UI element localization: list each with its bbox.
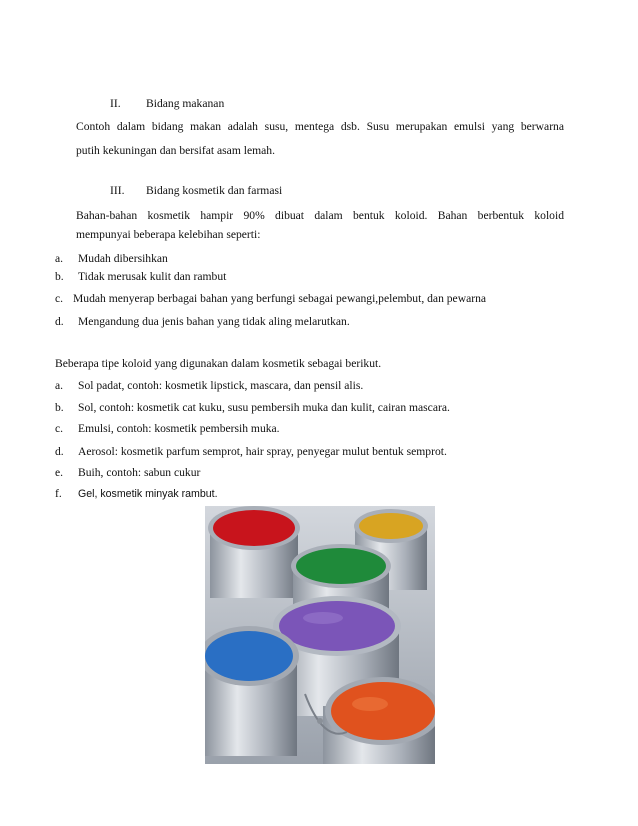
blue-paint-can [205, 626, 299, 756]
list-text: Buih, contoh: sabun cukur [78, 466, 201, 479]
list-text: Gel, kosmetik minyak rambut. [78, 488, 218, 500]
list-letter: c. [55, 292, 64, 305]
types-intro: Beberapa tipe koloid yang digunakan dalam kosmetik sebagai berikut. [55, 357, 382, 370]
list-text: Mengandung dua jenis bahan yang tidak aling melarutkan. [78, 315, 350, 328]
list-text: Tidak merusak kulit dan rambut [78, 270, 227, 283]
blue-paint-surface [205, 631, 293, 681]
orange-paint-can [323, 677, 435, 764]
list-letter: a. [55, 379, 64, 392]
section-ii-paragraph-line2: putih kekuningan dan bersifat asam lemah. [76, 144, 275, 157]
section-ii-number: II. [110, 97, 121, 110]
green-paint-surface [296, 548, 386, 584]
list-letter: a. [55, 252, 64, 265]
list-letter: c. [55, 422, 64, 435]
section-iii-paragraph-line2: mempunyai beberapa kelebihan seperti: [76, 228, 261, 241]
list-letter: b. [55, 401, 64, 414]
section-ii-title: Bidang makanan [146, 97, 225, 110]
red-paint-surface [213, 510, 295, 546]
list-text: Sol padat, contoh: kosmetik lipstick, mascara, dan pensil alis. [78, 379, 364, 392]
list-text: Mudah menyerap berbagai bahan yang berfungi sebagai pewangi,pelembut, dan pewarna [73, 292, 487, 305]
list-letter: e. [55, 466, 64, 479]
list-text: Sol, contoh: kosmetik cat kuku, susu pembersih muka dan kulit, cairan mascara. [78, 401, 450, 414]
section-iii-number: III. [110, 184, 125, 197]
list-text: Mudah dibersihkan [78, 252, 168, 265]
list-letter: d. [55, 445, 64, 458]
paint-cans-photo [205, 506, 435, 764]
list-letter: f. [55, 487, 62, 500]
yellow-paint-surface [359, 513, 423, 539]
list-letter: b. [55, 270, 64, 283]
section-iii-title: Bidang kosmetik dan farmasi [146, 184, 283, 197]
handle-rivet [317, 718, 323, 724]
section-iii-paragraph-line1: Bahan-bahan kosmetik hampir 90% dibuat dalam bentuk koloid. Bahan berbentuk koloid [76, 209, 564, 222]
purple-paint-surface [279, 601, 395, 651]
list-text: Aerosol: kosmetik parfum semprot, hair spray, penyegar mulut bentuk semprot. [78, 445, 447, 458]
paint-cans-illustration [205, 506, 435, 764]
section-ii-paragraph-line1: Contoh dalam bidang makan adalah susu, mentega dsb. Susu merupakan emulsi yang berwarna [76, 120, 564, 133]
red-paint-can [208, 506, 300, 598]
list-text: Emulsi, contoh: kosmetik pembersih muka. [78, 422, 280, 435]
list-letter: d. [55, 315, 64, 328]
